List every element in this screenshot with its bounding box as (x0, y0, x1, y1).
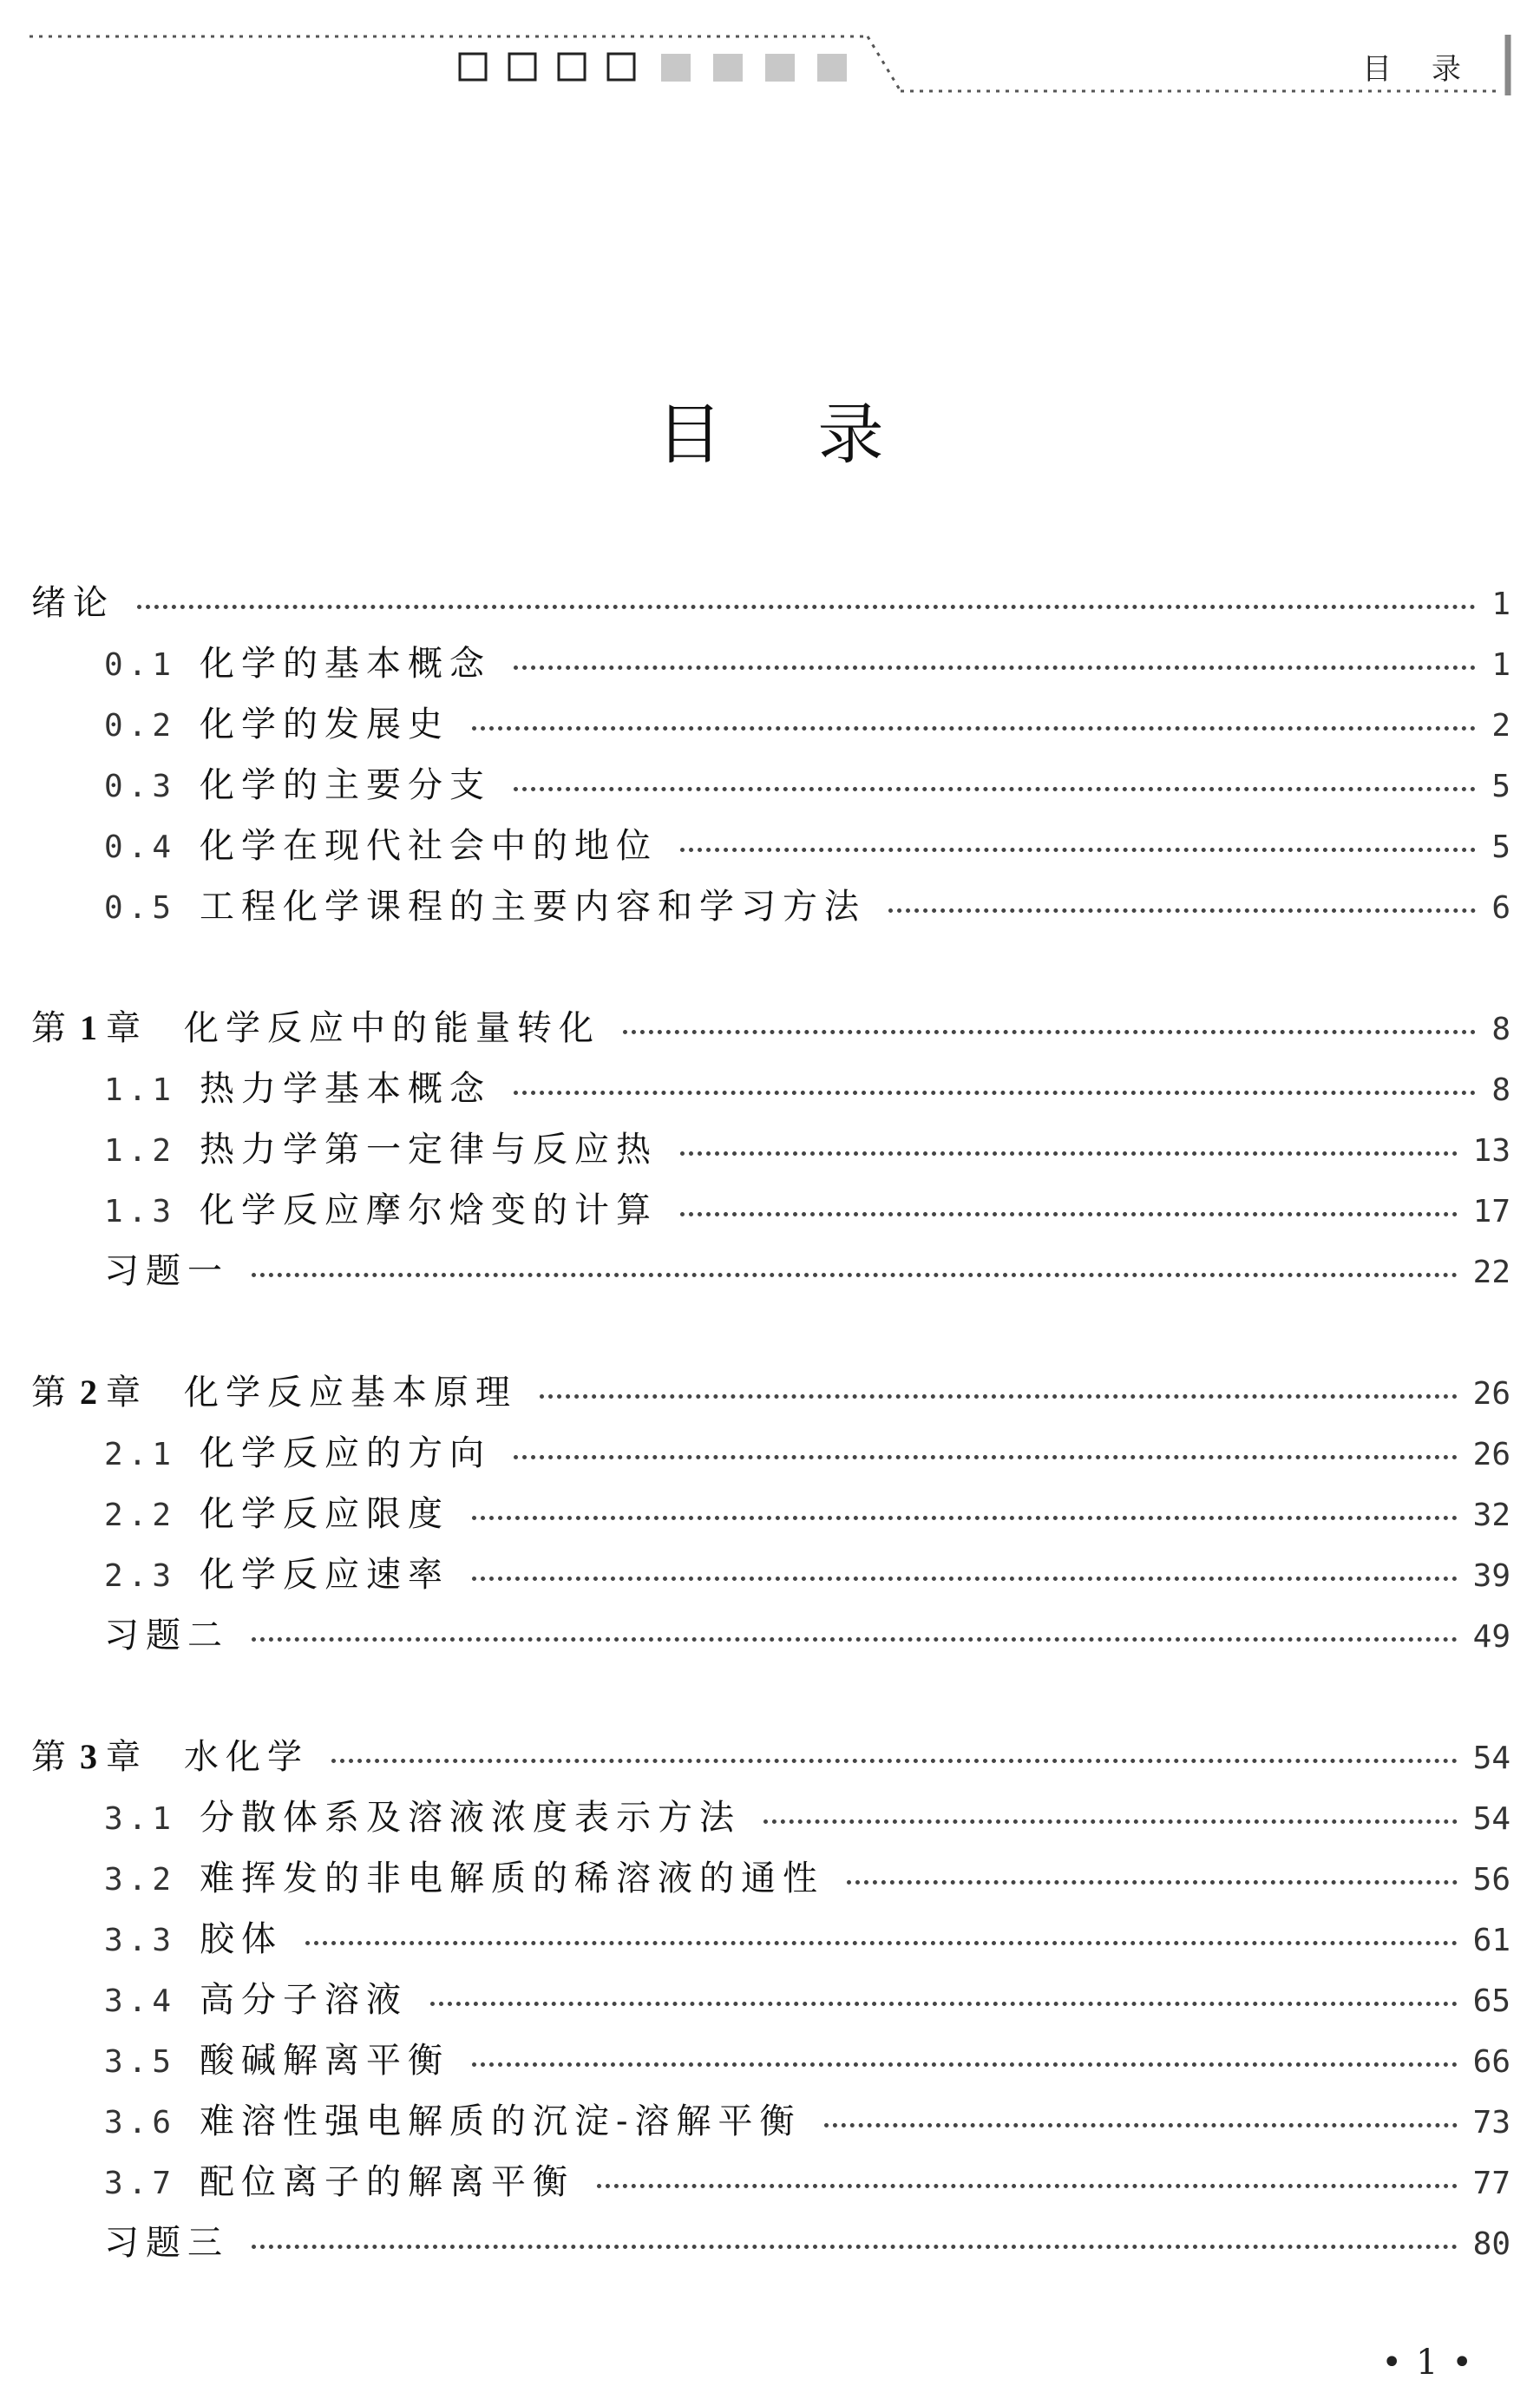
section-number: 3.3 (104, 1923, 177, 1958)
section-title: 化学的基本概念 (200, 644, 491, 684)
section-page-number: 73 (1472, 2105, 1511, 2140)
toc-section-entry[interactable] (31, 876, 1511, 937)
section-title: 分散体系及溶液浓度表示方法 (200, 1798, 741, 1838)
toc-chapter (31, 573, 1511, 937)
dot-leader (763, 1819, 1458, 1824)
chapter-prefix: 第 (31, 1737, 71, 1777)
section-page-number: 1 (1491, 647, 1511, 683)
toc-section-entry[interactable] (31, 1970, 1511, 2030)
section-number: 3.6 (104, 2105, 177, 2140)
dot-leader (680, 1151, 1458, 1156)
toc-section-entry[interactable] (31, 2152, 1511, 2213)
chapter-label (31, 1727, 146, 1787)
section-title: 习题二 (104, 1616, 229, 1655)
toc-section-entry[interactable] (31, 1423, 1511, 1484)
section-page-number: 22 (1472, 1255, 1511, 1290)
section-number: 1.1 (104, 1072, 177, 1108)
toc-section-entry[interactable] (31, 1848, 1511, 1909)
page-title: 目录 (656, 396, 980, 473)
section-page-number: 61 (1472, 1923, 1511, 1958)
section-page-number: 13 (1472, 1133, 1511, 1169)
section-number: 3.4 (104, 1983, 177, 2019)
section-page-number: 2 (1491, 708, 1511, 744)
section-number: 0.4 (104, 829, 177, 865)
toc-chapter (31, 1362, 1511, 1666)
section-title: 胶体 (200, 1919, 283, 1959)
header-decoration (0, 0, 1540, 113)
dot-leader (331, 1758, 1458, 1763)
toc-exercise-entry[interactable] (31, 2213, 1511, 2273)
section-number: 2.2 (104, 1498, 177, 1533)
toc-section-entry[interactable] (31, 2030, 1511, 2091)
toc-section-entry[interactable] (31, 755, 1511, 816)
section-number: 3.7 (104, 2166, 177, 2201)
toc-chapter-entry[interactable] (31, 1362, 1511, 1423)
dot-leader (514, 665, 1476, 670)
dot-leader (847, 1879, 1458, 1885)
dot-leader (597, 2183, 1458, 2188)
section-number: 3.5 (104, 2044, 177, 2080)
toc-section-entry[interactable] (31, 1180, 1511, 1241)
toc-section-entry[interactable] (31, 1119, 1511, 1180)
chapter-number: 3 (80, 1737, 97, 1776)
section-title: 难溶性强电解质的沉淀-溶解平衡 (200, 2101, 802, 2141)
chapter-title: 绪论 (31, 583, 115, 623)
section-title: 化学的发展史 (200, 705, 449, 744)
chapter-label (31, 998, 146, 1059)
section-page-number: 39 (1472, 1558, 1511, 1594)
dot-leader (472, 725, 1476, 731)
toc-section-entry[interactable] (31, 2091, 1511, 2152)
section-page-number: 49 (1472, 1619, 1511, 1655)
section-page-number: 77 (1472, 2166, 1511, 2201)
dot-leader (430, 2001, 1458, 2006)
chapter-suffix: 章 (106, 1737, 146, 1777)
section-title: 难挥发的非电解质的稀溶液的通性 (200, 1859, 824, 1898)
dot-leader (472, 1576, 1458, 1581)
chapter-number: 2 (80, 1373, 97, 1412)
section-page-number: 6 (1491, 890, 1511, 926)
section-number: 2.3 (104, 1558, 177, 1594)
section-title: 化学反应摩尔焓变的计算 (200, 1190, 658, 1230)
section-number: 1.3 (104, 1194, 177, 1229)
section-page-number: 66 (1472, 2044, 1511, 2080)
section-title: 热力学基本概念 (200, 1069, 491, 1109)
dot-leader (305, 1940, 1458, 1945)
dot-leader (252, 1272, 1458, 1277)
chapter-suffix: 章 (106, 1373, 146, 1413)
folio-number: 1 (1415, 2343, 1438, 2383)
toc-chapter-entry[interactable] (31, 573, 1511, 633)
section-number: 1.2 (104, 1133, 177, 1169)
toc-section-entry[interactable] (31, 1544, 1511, 1605)
section-title: 酸碱解离平衡 (200, 2041, 449, 2081)
chapter-page-number: 8 (1491, 1012, 1511, 1047)
toc-section-entry[interactable] (31, 1059, 1511, 1119)
dot-leader (472, 2062, 1458, 2067)
chapter-prefix: 第 (31, 1008, 71, 1048)
chapter-label (31, 1362, 146, 1423)
dot-leader (514, 1454, 1458, 1459)
dot-leader (680, 847, 1476, 852)
section-page-number: 54 (1472, 1801, 1511, 1837)
toc-section-entry[interactable] (31, 816, 1511, 876)
section-number: 3.2 (104, 1862, 177, 1898)
dot-leader (824, 2122, 1458, 2127)
toc-chapter (31, 998, 1511, 1301)
section-title: 化学在现代社会中的地位 (200, 826, 658, 866)
dot-leader (623, 1029, 1476, 1034)
section-page-number: 80 (1472, 2226, 1511, 2262)
section-page-number: 17 (1472, 1194, 1511, 1229)
section-page-number: 5 (1491, 829, 1511, 865)
section-title: 化学反应速率 (200, 1555, 449, 1595)
section-title: 习题一 (104, 1251, 229, 1291)
dot-leader (888, 908, 1476, 913)
chapter-page-number: 54 (1472, 1741, 1511, 1776)
section-number: 3.1 (104, 1801, 177, 1837)
section-title: 习题三 (104, 2223, 229, 2263)
section-title: 工程化学课程的主要内容和学习方法 (200, 887, 866, 927)
section-page-number: 8 (1491, 1072, 1511, 1108)
toc-section-entry[interactable] (31, 1787, 1511, 1848)
section-number: 0.5 (104, 890, 177, 926)
toc-chapter-entry[interactable] (31, 1727, 1511, 1787)
toc-section-entry[interactable] (31, 1909, 1511, 1970)
dot-leader (680, 1211, 1458, 1216)
page-number (1367, 2343, 1486, 2383)
chapter-suffix: 章 (106, 1008, 146, 1048)
section-number: 0.2 (104, 708, 177, 744)
chapter-title: 化学反应基本原理 (184, 1373, 517, 1413)
dot-leader (514, 786, 1476, 791)
chapter-page-number: 1 (1491, 587, 1511, 622)
section-number: 0.3 (104, 769, 177, 804)
section-page-number: 5 (1491, 769, 1511, 804)
header-outline-boxes (460, 54, 634, 80)
dot-leader (137, 604, 1476, 609)
section-title: 热力学第一定律与反应热 (200, 1130, 658, 1170)
dot-leader (472, 1515, 1458, 1520)
section-title: 高分子溶液 (200, 1980, 408, 2020)
running-title: 目录 (1362, 52, 1501, 87)
toc-section-entry[interactable] (31, 1484, 1511, 1544)
section-page-number: 32 (1472, 1498, 1511, 1533)
toc-exercise-entry[interactable] (31, 1605, 1511, 1666)
section-number: 0.1 (104, 647, 177, 683)
folio-dot-right: • (1452, 2343, 1472, 2383)
dot-leader (252, 1636, 1458, 1642)
chapter-prefix: 第 (31, 1373, 71, 1413)
running-header (0, 0, 1540, 113)
chapter-number: 1 (80, 1008, 97, 1047)
folio-dot-left: • (1381, 2343, 1402, 2383)
chapter-title: 水化学 (184, 1737, 309, 1777)
table-of-contents (31, 573, 1511, 2334)
header-gray-boxes (661, 54, 847, 82)
toc-section-entry[interactable] (31, 633, 1511, 694)
toc-chapter-entry[interactable] (31, 998, 1511, 1059)
toc-exercise-entry[interactable] (31, 1241, 1511, 1301)
section-title: 化学反应的方向 (200, 1433, 491, 1473)
section-page-number: 65 (1472, 1983, 1511, 2019)
dot-leader (514, 1090, 1476, 1095)
dot-leader (540, 1393, 1458, 1399)
section-title: 配位离子的解离平衡 (200, 2162, 574, 2202)
section-page-number: 56 (1472, 1862, 1511, 1898)
section-page-number: 26 (1472, 1437, 1511, 1472)
section-title: 化学的主要分支 (200, 765, 491, 805)
chapter-title: 化学反应中的能量转化 (184, 1008, 600, 1048)
chapter-page-number: 26 (1472, 1376, 1511, 1412)
toc-chapter (31, 1727, 1511, 2273)
toc-section-entry[interactable] (31, 694, 1511, 755)
section-number: 2.1 (104, 1437, 177, 1472)
section-title: 化学反应限度 (200, 1494, 449, 1534)
dot-leader (252, 2244, 1458, 2249)
